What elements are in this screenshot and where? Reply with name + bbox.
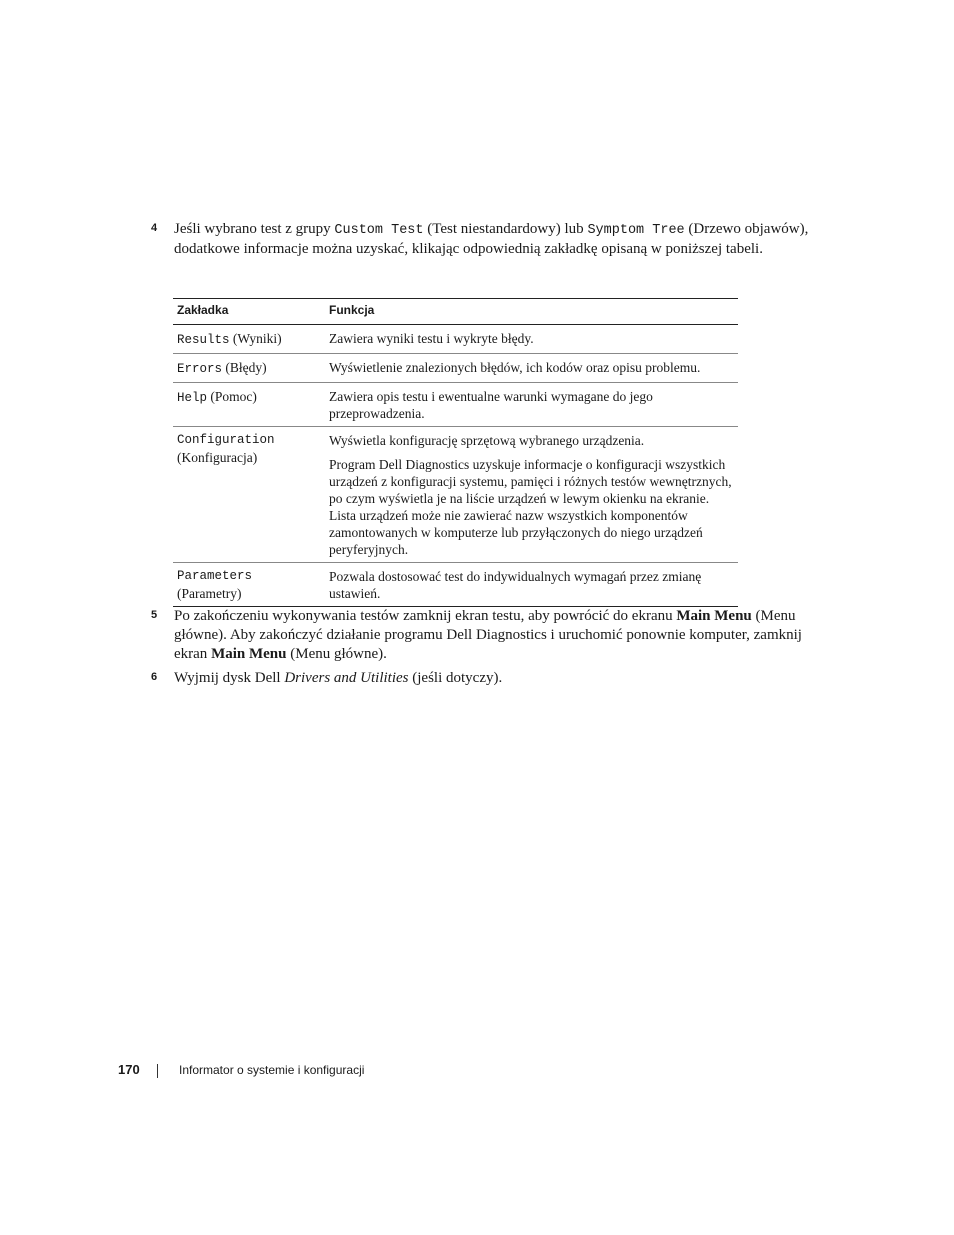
function-text: Zawiera wyniki testu i wykryte błędy. (329, 331, 534, 346)
text-run: (Test niestandardowy) lub (423, 221, 588, 237)
step-text (174, 669, 816, 688)
table-row (173, 383, 738, 427)
header-zakladka: Zakładka (173, 299, 329, 325)
function-cell (329, 563, 738, 607)
text-run: (Drzewo objawów), dodatkowe informacje można uzyskać, klikając odpowiednią zakładkę opisaną w poniższej tabeli. (174, 221, 809, 257)
function-cell (329, 427, 738, 563)
tab-label: (Pomoc) (207, 389, 257, 404)
page-number: 170 (118, 1062, 140, 1077)
tab-cell (173, 325, 329, 354)
step-number: 4 (151, 222, 158, 234)
step-6 (151, 669, 816, 688)
main-menu-term: Main Menu (211, 646, 287, 662)
main-menu-term: Main Menu (676, 608, 752, 624)
step-number: 6 (151, 671, 158, 683)
tab-code: Errors (177, 362, 223, 376)
function-text: Wyświetla konfigurację sprzętową wybranego urządzenia. (329, 433, 645, 448)
tabs-table (173, 298, 738, 607)
text-run: Wyjmij dysk Dell (174, 670, 285, 686)
step-number: 5 (151, 609, 158, 621)
step-text (174, 220, 816, 259)
tab-label: (Parametry) (177, 586, 242, 601)
tab-cell (173, 354, 329, 383)
function-text: Program Dell Diagnostics uzyskuje informacje o konfiguracji wszystkich urządzeń z konfiguracji systemu, pamięci i różnych testów wewnętrznych, po czym wyświetla je na liście urządzeń w lewym okienku na ekranie. Lista urządzeń może nie zawierać nazw wszystkich komponentów zamontowanych w komputerze lub przyłączonych do niego urządzeń peryferyjnych. (329, 457, 732, 557)
function-cell (329, 354, 738, 383)
function-text: Wyświetlenie znalezionych błędów, ich kodów oraz opisu problemu. (329, 360, 701, 375)
text-run: Jeśli wybrano test z grupy (174, 221, 335, 237)
tab-label: (Konfiguracja) (177, 450, 258, 465)
table-header-row (173, 299, 738, 325)
tab-cell (173, 563, 329, 607)
code-symptom-tree: Symptom Tree (587, 223, 685, 238)
text-run: Po zakończeniu wykonywania testów zamknij ekran testu, aby powrócić do ekranu (174, 608, 677, 624)
disk-name: Drivers and Utilities (284, 670, 409, 686)
tab-code: Parameters (177, 569, 253, 583)
tab-cell (173, 383, 329, 427)
text-run: (Menu główne). (286, 646, 387, 662)
tab-code: Configuration (177, 433, 275, 447)
code-custom-test: Custom Test (334, 223, 424, 238)
text-run: (jeśli dotyczy). (408, 670, 503, 686)
table-row (173, 427, 738, 563)
step-4 (151, 220, 816, 259)
function-cell (329, 325, 738, 354)
header-funkcja: Funkcja (329, 299, 738, 325)
tab-cell (173, 427, 329, 563)
table-row (173, 354, 738, 383)
step-text (174, 607, 816, 664)
table-row (173, 563, 738, 607)
tab-code: Help (177, 391, 208, 405)
tab-label: (Błędy) (222, 360, 267, 375)
table-row (173, 325, 738, 354)
function-text: Zawiera opis testu i ewentualne warunki wymagane do jego przeprowadzenia. (329, 389, 653, 421)
text-run: (Menu główne). Aby zakończyć działanie programu Dell Diagnostics i uruchomić ponownie komputer, zamknij ekran (174, 608, 802, 662)
step-5 (151, 607, 816, 664)
footer-title: Informator o systemie i konfiguracji (179, 1063, 365, 1077)
tab-code: Results (177, 333, 230, 347)
tab-label: (Wyniki) (229, 331, 282, 346)
function-text: Pozwala dostosować test do indywidualnych wymagań przez zmianę ustawień. (329, 569, 702, 601)
footer-separator (157, 1064, 158, 1078)
function-cell (329, 383, 738, 427)
